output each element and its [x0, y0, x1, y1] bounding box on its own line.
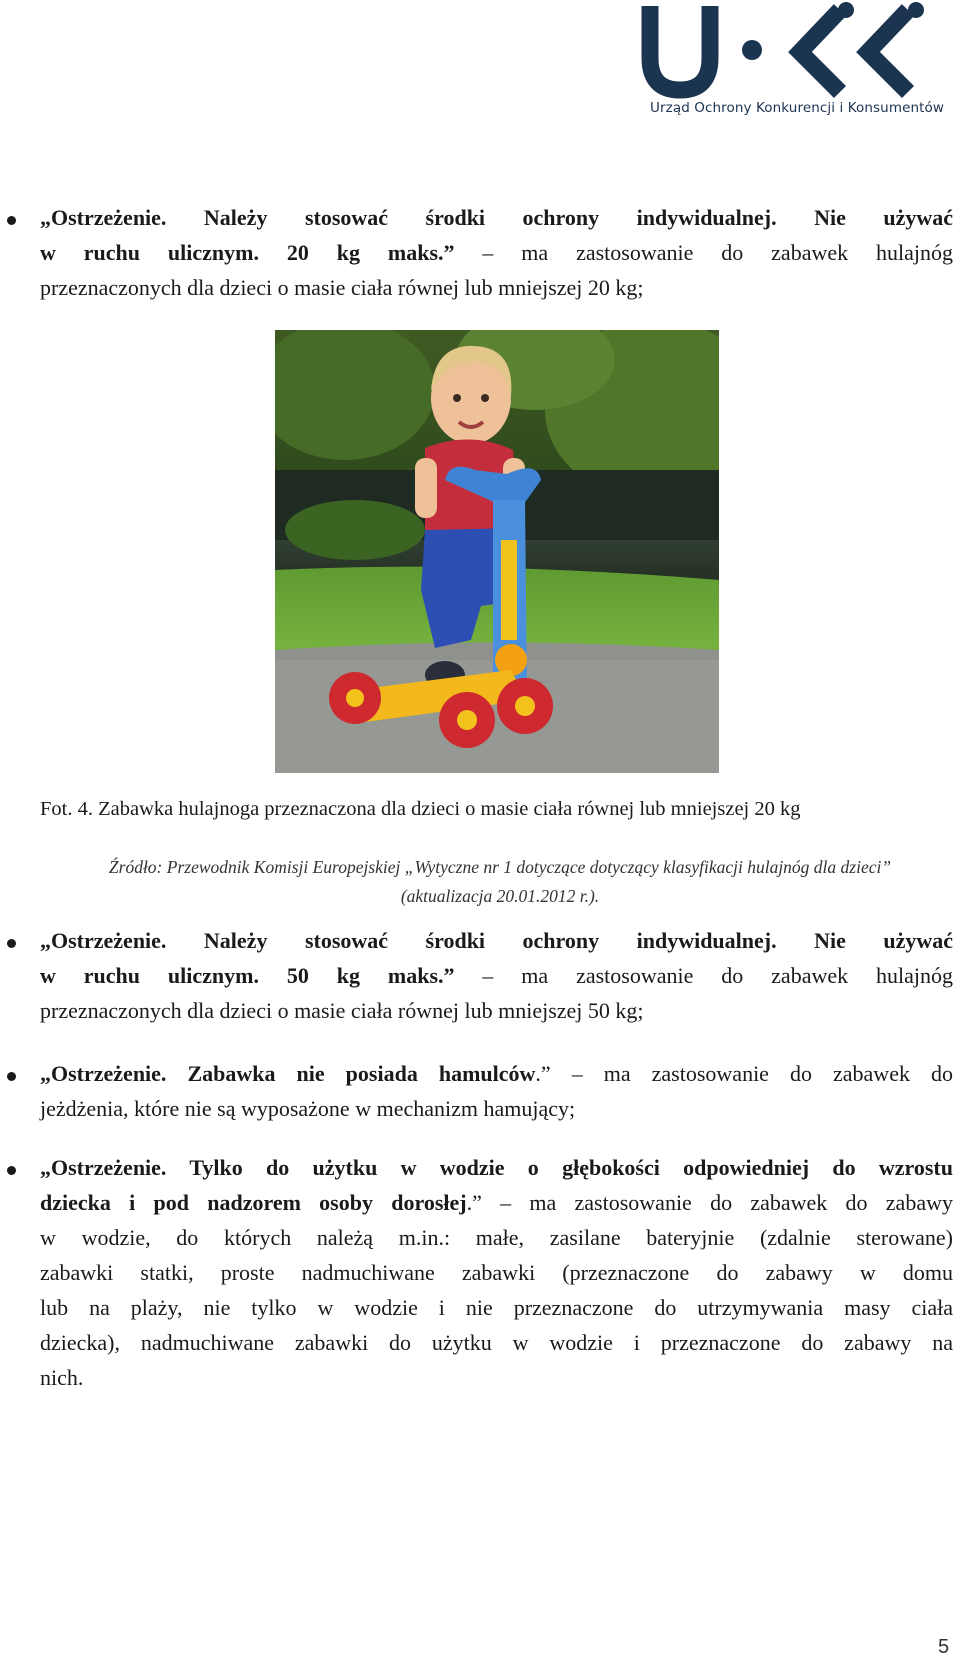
bold-text: „Ostrzeżenie. Tylko do użytku w wodzie o głębokości odpowiedniej do wzrostu [40, 1155, 953, 1180]
plain-text: nich. [40, 1365, 84, 1390]
line [40, 1150, 953, 1185]
line [40, 1185, 953, 1220]
photo-caption: Fot. 4. Zabawka hulajnoga przeznaczona dla dzieci o masie ciała równej lub mniejszej 20 kg [40, 798, 801, 820]
plain-text: .” – ma zastosowanie do zabawek do [535, 1061, 953, 1086]
line [40, 958, 953, 993]
plain-text: – ma zastosowanie do zabawek hulajnóg [454, 963, 953, 988]
line [40, 923, 953, 958]
warning-item-50kg [40, 923, 953, 1028]
bullet-icon [7, 1166, 16, 1175]
photo-illustration [275, 330, 719, 773]
plain-text: przeznaczonych dla dzieci o masie ciała równej lub mniejszej 50 kg; [40, 998, 644, 1023]
plain-text: zabawki statki, proste nadmuchiwane zabawki (przeznaczone do zabawy w domu [40, 1260, 953, 1285]
plain-text: dziecka), nadmuchiwane zabawki do użytku w wodzie i przeznaczone do zabawy na [40, 1330, 953, 1355]
line [40, 1220, 953, 1255]
plain-text: jeżdżenia, które nie są wyposażone w mechanizm hamujący; [40, 1096, 576, 1121]
line [40, 270, 953, 305]
bullet-icon [7, 939, 16, 948]
line [40, 993, 953, 1028]
plain-text: – ma zastosowanie do zabawek hulajnóg [454, 240, 953, 265]
line [40, 1360, 953, 1395]
warning-item-no-brakes [40, 1056, 953, 1126]
plain-text: .” – ma zastosowanie do zabawek do zabawy [466, 1190, 953, 1215]
bold-text: w ruchu ulicznym. 20 kg maks.” [40, 240, 455, 265]
source-line: (aktualizacja 20.01.2012 r.). [400, 886, 600, 906]
bullet-icon [7, 1072, 16, 1081]
bullet-icon [7, 216, 16, 225]
line [40, 1255, 953, 1290]
source-line: Źródło: Przewodnik Komisji Europejskiej „Wytyczne nr 1 dotyczące dotyczący klasyfikacji hulajnóg dla dzieci” [108, 857, 892, 877]
line [40, 1325, 953, 1360]
plain-text: w wodzie, do których należą m.in.: małe, zasilane bateryjnie (zdalnie sterowane) [40, 1225, 953, 1250]
line [40, 1091, 953, 1126]
photo-source [60, 853, 940, 911]
line [40, 1290, 953, 1325]
plain-text: przeznaczonych dla dzieci o masie ciała równej lub mniejszej 20 kg; [40, 275, 644, 300]
warning-item-water [40, 1150, 953, 1395]
line [40, 235, 953, 270]
child-scooter-photo [275, 330, 719, 773]
line [40, 1056, 953, 1091]
plain-text: lub na plaży, nie tylko w wodzie i nie przeznaczone do utrzymywania masy ciała [40, 1295, 953, 1320]
bold-text: „Ostrzeżenie. Należy stosować środki ochrony indywidualnej. Nie używać [40, 928, 953, 953]
line [40, 200, 953, 235]
logo-caption: Urząd Ochrony Konkurencji i Konsumentów [650, 100, 945, 116]
bold-text: dziecka i pod nadzorem osoby dorosłej [40, 1190, 467, 1215]
page-number: 5 [938, 1636, 950, 1658]
warning-item-20kg [40, 200, 953, 305]
bold-text: „Ostrzeżenie. Należy stosować środki ochrony indywidualnej. Nie używać [40, 205, 953, 230]
bold-text: w ruchu ulicznym. 50 kg maks.” [40, 963, 455, 988]
bold-text: „Ostrzeżenie. Zabawka nie posiada hamulców [40, 1061, 536, 1086]
uokik-logo-mark [640, 0, 956, 100]
